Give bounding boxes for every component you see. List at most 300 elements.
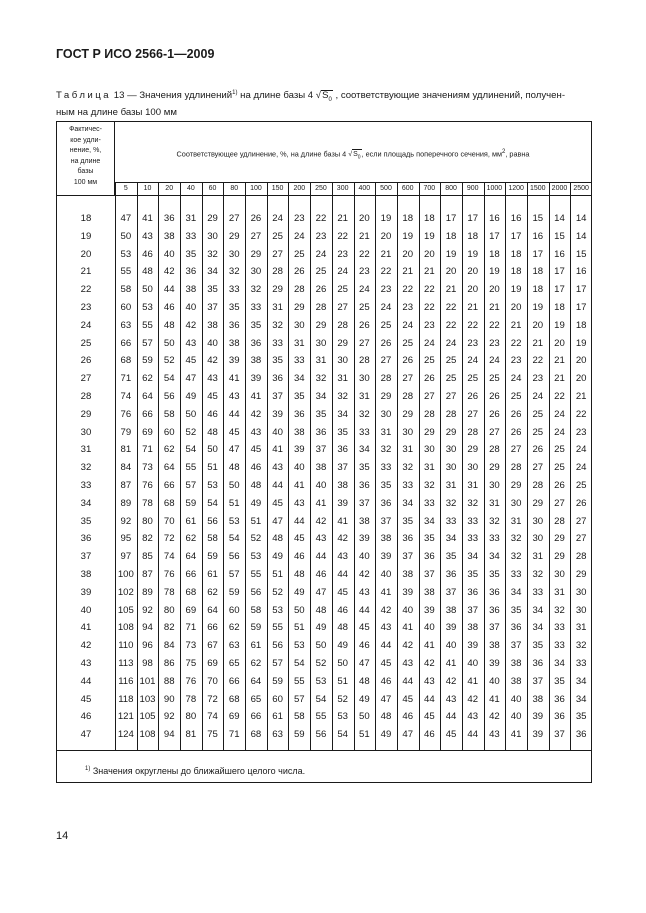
table-cell: 34 <box>467 551 479 563</box>
table-cell: 50 <box>120 230 132 242</box>
table-cell: 78 <box>185 693 197 705</box>
table-cell: 44 <box>315 551 327 563</box>
table-cell: 73 <box>142 462 153 474</box>
column-header: 1000 <box>486 185 503 192</box>
table-cell: 27 <box>359 337 370 349</box>
table-cell: 59 <box>272 675 283 687</box>
table-cell: 30 <box>250 266 262 278</box>
table-cell: 74 <box>120 391 132 402</box>
table-cell: 21 <box>467 302 479 313</box>
row-label: 20 <box>80 248 92 260</box>
table-cell: 16 <box>489 213 500 224</box>
caption-footnote-mark: 1) <box>232 90 238 96</box>
table-cell: 39 <box>380 551 392 563</box>
table-cell: 105 <box>117 604 134 616</box>
table-cell: 33 <box>575 658 587 669</box>
table-cell: 48 <box>272 533 283 545</box>
table-cell: 29 <box>207 213 218 224</box>
table-cell: 38 <box>510 658 522 669</box>
table-cell: 29 <box>554 533 565 545</box>
table-cell: 43 <box>424 675 435 687</box>
table-cell: 45 <box>445 729 457 741</box>
table-cell: 36 <box>293 408 305 420</box>
table-cell: 33 <box>359 426 370 438</box>
table-cell: 20 <box>510 302 522 313</box>
table-cell: 30 <box>445 462 457 474</box>
table-cell: 30 <box>207 230 218 242</box>
table-cell: 82 <box>163 622 175 634</box>
table-cell: 38 <box>185 284 197 296</box>
table-cell: 27 <box>575 515 587 527</box>
table-cell: 53 <box>142 302 153 313</box>
table-cell: 32 <box>380 444 392 456</box>
table-cell: 65 <box>228 658 240 669</box>
table-cell: 50 <box>228 480 240 491</box>
table-cell: 19 <box>554 319 565 331</box>
table-cell: 48 <box>142 266 153 278</box>
table-cell: 30 <box>467 462 479 474</box>
table-cell: 24 <box>575 444 587 456</box>
table-cell: 32 <box>510 533 522 545</box>
table-cell: 58 <box>120 284 132 296</box>
table-cell: 34 <box>532 622 544 634</box>
table-cell: 44 <box>293 515 305 527</box>
table-cell: 35 <box>424 533 435 545</box>
table-cell: 89 <box>120 497 132 509</box>
table-cell: 41 <box>337 515 348 527</box>
table-cell: 62 <box>163 444 175 456</box>
table-cell: 52 <box>315 658 327 669</box>
table-cell: 24 <box>315 248 327 260</box>
table-cell: 24 <box>554 426 565 438</box>
table-cell: 49 <box>380 729 392 741</box>
table-cell: 27 <box>402 373 414 385</box>
table-cell: 46 <box>402 711 414 723</box>
table-cell: 81 <box>120 444 132 456</box>
table-cell: 98 <box>142 658 153 669</box>
table-cell: 110 <box>118 640 134 652</box>
table-cell: 37 <box>489 622 500 634</box>
table-cell: 21 <box>489 302 500 313</box>
table-cell: 23 <box>359 266 370 278</box>
table-cell: 22 <box>359 248 370 260</box>
table-cell: 51 <box>250 515 262 527</box>
table-cell: 31 <box>272 302 283 313</box>
table-cell: 39 <box>532 729 544 741</box>
table-cell: 26 <box>532 444 544 456</box>
table-cell: 27 <box>554 497 565 509</box>
table-cell: 53 <box>337 711 348 723</box>
table-cell: 40 <box>467 658 479 669</box>
table-cell: 105 <box>139 711 156 723</box>
table-cell: 62 <box>185 533 197 545</box>
table-cell: 63 <box>228 640 240 652</box>
table-cell: 61 <box>272 711 283 723</box>
table-cell: 27 <box>467 408 479 420</box>
table-cell: 30 <box>489 480 500 491</box>
table-cell: 30 <box>337 355 348 367</box>
table-cell: 32 <box>359 408 370 420</box>
table-cell: 82 <box>142 533 153 545</box>
table-cell: 118 <box>118 693 134 705</box>
document-code: ГОСТ Р ИСО 2566-1—2009 <box>56 47 215 61</box>
table-cell: 27 <box>510 444 522 456</box>
table-cell: 27 <box>445 391 457 402</box>
table-cell: 18 <box>575 319 587 331</box>
table-cell: 17 <box>575 284 587 296</box>
table-cell: 25 <box>315 266 327 278</box>
table-cell: 60 <box>228 604 240 616</box>
table-cell: 19 <box>380 213 392 224</box>
column-header: 2500 <box>573 185 589 192</box>
table-cell: 35 <box>185 248 197 260</box>
table-cell: 35 <box>250 319 262 331</box>
table-cell: 29 <box>337 337 348 349</box>
column-header: 2000 <box>551 185 568 192</box>
table-cell: 28 <box>489 444 500 456</box>
table-cell: 21 <box>424 266 435 278</box>
table-cell: 32 <box>424 480 435 491</box>
table-cell: 46 <box>337 604 348 616</box>
table-cell: 49 <box>185 391 197 402</box>
table-cell: 58 <box>293 711 305 723</box>
table-cell: 46 <box>424 729 435 741</box>
table-cell: 48 <box>207 426 218 438</box>
table-cell: 44 <box>359 604 370 616</box>
table-cell: 21 <box>554 373 565 385</box>
table-cell: 27 <box>250 230 262 242</box>
table-cell: 46 <box>359 640 370 652</box>
table-cell: 113 <box>118 658 134 669</box>
table-cell: 33 <box>467 515 479 527</box>
table-cell: 42 <box>337 533 348 545</box>
table-cell: 76 <box>142 480 153 491</box>
table-cell: 24 <box>337 266 348 278</box>
table-cell: 33 <box>424 497 435 509</box>
table-cell: 30 <box>532 533 544 545</box>
table-cell: 43 <box>293 497 305 509</box>
table-cell: 34 <box>575 675 587 687</box>
table-cell: 18 <box>467 230 479 242</box>
table-cell: 88 <box>163 675 175 687</box>
table-cell: 40 <box>185 302 197 313</box>
table-cell: 58 <box>250 604 262 616</box>
table-cell: 38 <box>489 640 500 652</box>
table-cell: 36 <box>185 266 197 278</box>
table-cell: 41 <box>293 480 305 491</box>
table-cell: 97 <box>120 551 132 563</box>
table-cell: 26 <box>489 391 500 402</box>
table-cell: 69 <box>228 711 240 723</box>
table-cell: 64 <box>142 391 153 402</box>
table-cell: 41 <box>250 391 262 402</box>
table-cell: 31 <box>185 213 197 224</box>
table-cell: 16 <box>532 230 544 242</box>
table-cell: 45 <box>424 711 435 723</box>
table-cell: 34 <box>575 693 587 705</box>
table-cell: 52 <box>272 586 283 598</box>
table-cell: 37 <box>424 569 435 580</box>
table-cell: 48 <box>163 319 175 331</box>
footnote-divider <box>57 750 591 751</box>
table-cell: 25 <box>510 391 522 402</box>
table-cell: 52 <box>163 355 175 367</box>
table-cell: 89 <box>142 586 153 598</box>
table-cell: 43 <box>315 533 327 545</box>
table-cell: 33 <box>445 515 457 527</box>
table-cell: 23 <box>380 284 392 296</box>
row-label: 28 <box>80 391 92 402</box>
table-cell: 31 <box>554 586 565 598</box>
table-cell: 36 <box>402 533 414 545</box>
table-cell: 24 <box>424 337 435 349</box>
table-cell: 54 <box>337 729 348 741</box>
table-cell: 28 <box>532 480 544 491</box>
table-cell: 30 <box>359 373 370 385</box>
table-cell: 24 <box>467 355 479 367</box>
table-cell: 22 <box>532 355 544 367</box>
table-cell: 29 <box>575 569 587 580</box>
table-cell: 18 <box>489 248 500 260</box>
table-cell: 69 <box>207 658 218 669</box>
table-cell: 44 <box>163 284 175 296</box>
table-cell: 32 <box>402 462 414 474</box>
table-cell: 74 <box>163 551 175 563</box>
table-cell: 31 <box>445 480 457 491</box>
table-cell: 44 <box>272 480 283 491</box>
table-cell: 29 <box>272 284 283 296</box>
table-cell: 54 <box>293 658 305 669</box>
table-cell: 33 <box>185 230 197 242</box>
table-cell: 39 <box>532 711 544 723</box>
table-cell: 47 <box>380 693 392 705</box>
table-cell: 22 <box>337 230 348 242</box>
table-cell: 30 <box>532 515 544 527</box>
table-cell: 22 <box>424 284 435 296</box>
table-cell: 22 <box>467 319 479 331</box>
table-cell: 40 <box>272 426 283 438</box>
caption-number-text: 13 — Значения удлинений <box>113 90 233 102</box>
table-cell: 37 <box>337 462 348 474</box>
table-cell: 28 <box>272 266 283 278</box>
table-cell: 46 <box>315 569 327 580</box>
table-cell: 59 <box>142 355 153 367</box>
table-cell: 47 <box>272 515 283 527</box>
table-cell: 31 <box>467 480 479 491</box>
table-cell: 39 <box>228 355 240 367</box>
table-cell: 75 <box>207 729 218 741</box>
row-label: 21 <box>80 266 92 278</box>
table-cell: 52 <box>337 693 348 705</box>
table-cell: 29 <box>228 230 240 242</box>
table-cell: 17 <box>532 248 544 260</box>
table-cell: 43 <box>142 230 153 242</box>
table-cell: 26 <box>293 266 305 278</box>
table-cell: 58 <box>163 408 175 420</box>
table-cell: 24 <box>293 230 305 242</box>
column-header: 300 <box>336 185 349 192</box>
table-cell: 36 <box>489 586 500 598</box>
table-cell: 38 <box>424 586 435 598</box>
table-cell: 17 <box>510 230 522 242</box>
table-cell: 43 <box>185 337 197 349</box>
table-cell: 45 <box>272 497 283 509</box>
table-cell: 57 <box>272 658 283 669</box>
table-cell: 43 <box>467 711 479 723</box>
table-cell: 55 <box>272 622 283 634</box>
table-cell: 67 <box>207 640 218 652</box>
row-label: 26 <box>80 355 92 367</box>
table-cell: 53 <box>272 604 283 616</box>
table-cell: 32 <box>207 248 218 260</box>
table-cell: 35 <box>380 480 392 491</box>
table-cell: 47 <box>402 729 414 741</box>
column-header: 60 <box>208 185 217 192</box>
table-cell: 40 <box>380 569 392 580</box>
table-cell: 38 <box>380 533 392 545</box>
table-cell: 43 <box>445 693 457 705</box>
table-cell: 23 <box>532 373 544 385</box>
table-cell: 48 <box>228 462 240 474</box>
table-cell: 43 <box>207 373 218 385</box>
table-cell: 38 <box>359 515 370 527</box>
row-label: 19 <box>80 230 92 242</box>
table-cell: 40 <box>510 693 522 705</box>
table-cell: 40 <box>163 248 175 260</box>
table-cell: 18 <box>510 266 522 278</box>
table-cell: 17 <box>445 213 457 224</box>
table-cell: 50 <box>185 408 197 420</box>
table-cell: 103 <box>139 693 156 705</box>
table-cell: 42 <box>163 266 175 278</box>
table-cell: 47 <box>228 444 240 456</box>
table-cell: 59 <box>207 551 218 563</box>
table-cell: 28 <box>424 408 435 420</box>
table-cell: 24 <box>272 213 283 224</box>
table-cell: 25 <box>532 408 544 420</box>
table-cell: 108 <box>139 729 156 741</box>
table-cell: 45 <box>337 586 348 598</box>
table-cell: 59 <box>228 586 240 598</box>
table-cell: 53 <box>228 515 240 527</box>
table-cell: 59 <box>185 497 197 509</box>
table-cell: 87 <box>142 569 153 580</box>
table-cell: 43 <box>402 658 414 669</box>
table-cell: 38 <box>402 569 414 580</box>
table-cell: 34 <box>337 408 348 420</box>
table-cell: 17 <box>467 213 479 224</box>
footnote: $^{1)}$ Значения округлены до ближайшего целого числа. <box>85 766 306 776</box>
table-cell: 37 <box>402 551 414 563</box>
table-cell: 39 <box>445 622 457 634</box>
table-cell: 37 <box>359 497 370 509</box>
table-cell: 92 <box>163 711 175 723</box>
table-cell: 29 <box>315 319 327 331</box>
row-label: 18 <box>80 213 92 224</box>
table-cell: 25 <box>575 480 587 491</box>
table-cell: 22 <box>510 337 522 349</box>
table-cell: 60 <box>120 302 132 313</box>
table-cell: 66 <box>207 622 218 634</box>
table-cell: 34 <box>489 551 500 563</box>
table-cell: 42 <box>489 711 500 723</box>
table-cell: 30 <box>510 497 522 509</box>
table-cell: 22 <box>554 391 565 402</box>
table-cell: 22 <box>445 302 457 313</box>
table-cell: 40 <box>510 711 522 723</box>
table-cell: 25 <box>554 444 565 456</box>
table-cell: 19 <box>424 230 435 242</box>
table-cell: 64 <box>163 462 175 474</box>
left-header-line: базы <box>77 168 94 175</box>
table-cell: 53 <box>250 551 262 563</box>
table-cell: 26 <box>510 426 522 438</box>
table-cell: 19 <box>445 248 457 260</box>
table-cell: 38 <box>532 693 544 705</box>
table-cell: 63 <box>120 319 132 331</box>
table-cell: 28 <box>293 284 305 296</box>
table-cell: 43 <box>250 426 262 438</box>
table-cell: 30 <box>554 569 565 580</box>
column-header: 250 <box>315 185 327 192</box>
column-header: 800 <box>445 185 457 192</box>
table-cell: 45 <box>185 355 197 367</box>
table-cell: 60 <box>163 426 175 438</box>
table-cell: 17 <box>489 230 500 242</box>
table-cell: 121 <box>117 711 134 723</box>
table-cell: 53 <box>293 640 305 652</box>
table-cell: 23 <box>337 248 348 260</box>
table-cell: 46 <box>163 302 175 313</box>
row-label: 33 <box>80 480 92 491</box>
table-cell: 20 <box>489 284 500 296</box>
table-cell: 26 <box>250 213 262 224</box>
table-cell: 40 <box>315 480 327 491</box>
table-cell: 40 <box>489 675 500 687</box>
table-cell: 70 <box>207 675 218 687</box>
table-cell: 42 <box>380 604 392 616</box>
table-cell: 33 <box>250 302 262 313</box>
table-cell: 36 <box>510 622 522 634</box>
table-cell: 24 <box>359 284 370 296</box>
table-cell: 41 <box>315 497 327 509</box>
table-cell: 55 <box>120 266 132 278</box>
table-cell: 33 <box>510 569 522 580</box>
table-cell: 71 <box>120 373 132 385</box>
table-cell: 43 <box>228 391 240 402</box>
table-cell: 55 <box>250 569 262 580</box>
table-cell: 33 <box>293 355 305 367</box>
table-cell: 19 <box>467 248 479 260</box>
table-cell: 50 <box>315 640 327 652</box>
table-cell: 30 <box>380 408 392 420</box>
table-cell: 56 <box>228 551 240 563</box>
table-cell: 50 <box>359 711 370 723</box>
table-cell: 35 <box>337 426 348 438</box>
table-cell: 28 <box>467 426 479 438</box>
table-cell: 19 <box>489 266 500 278</box>
table-cell: 55 <box>142 319 153 331</box>
table-cell: 27 <box>489 426 500 438</box>
table-cell: 80 <box>163 604 175 616</box>
table-cell: 71 <box>142 444 153 456</box>
table-cell: 60 <box>272 693 283 705</box>
table-cell: 52 <box>185 426 197 438</box>
table-cell: 20 <box>467 266 479 278</box>
table-cell: 28 <box>554 515 565 527</box>
table-cell: 47 <box>359 658 370 669</box>
table-cell: 36 <box>359 480 370 491</box>
